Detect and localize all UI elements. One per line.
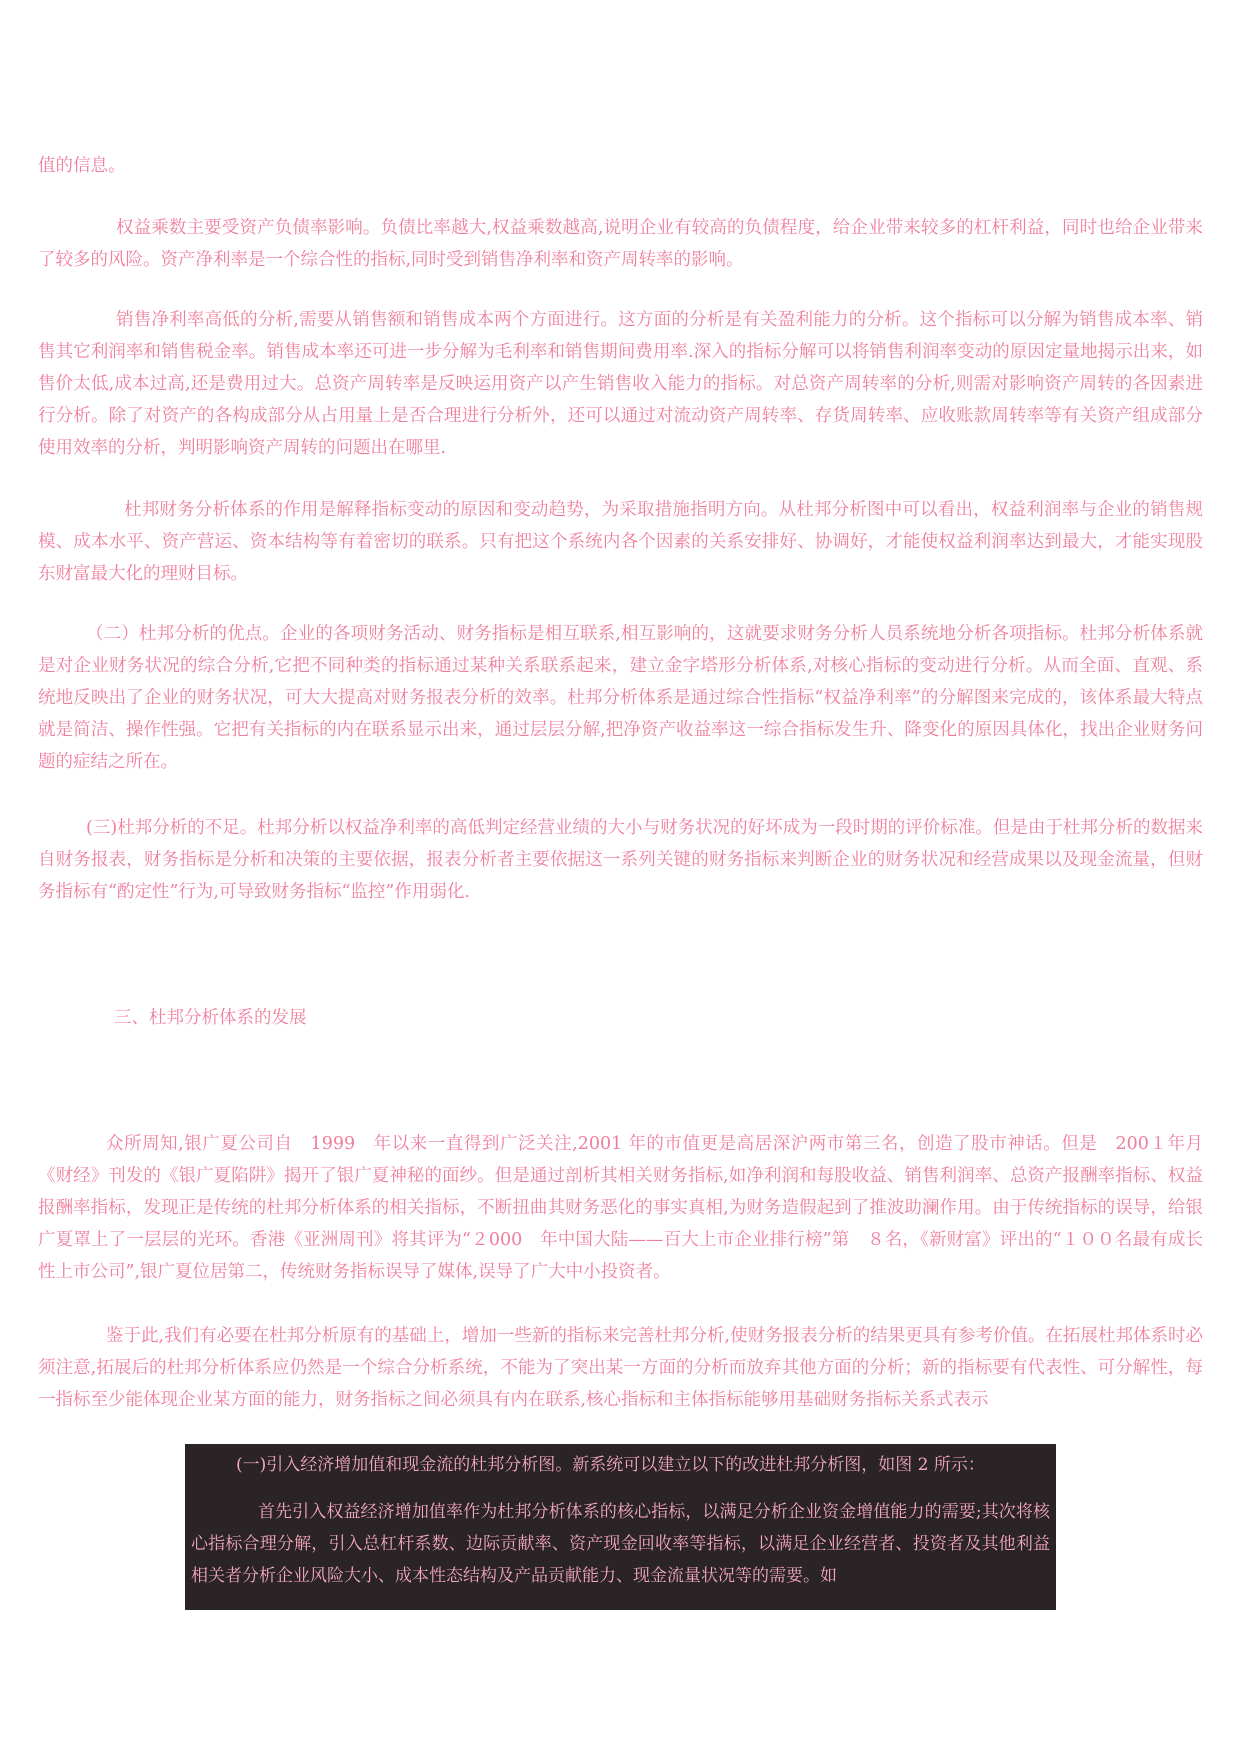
paragraph-yinguangxia-case: 众所周知,银广夏公司自 1999 年以来一直得到广泛关注,2001 年的市值更是高居深沪两市第三名，创造了股市神话。但是 200１年月《财经》刊发的《银广夏陷阱》揭开了银广夏神秘的面纱。但是通过剖析其相关财务指标,如净利润和每股收益、销售利润率、总资产报酬率指标、权益报酬率指标，发现正是传统的杜邦分析体系的相关指标，不断扭曲其财务恶化的事实真相,为财务造假起到了推波助澜作用。由于传统指标的误导，给银广夏罩上了一层层的光环。香港《亚洲周刊》将其评为“２000 年中国大陆——百大上市企业排行榜”第 ８名，《新财富》评出的“１００名最有成长性上市公司”,银广夏位居第二，传统财务指标误导了媒体,误导了广大中小投资者。 xyxy=(38,1134,1203,1282)
paragraph-net-profit-margin: 销售净利率高低的分析,需要从销售额和销售成本两个方面进行。这方面的分析是有关盈利能力的分析。这个指标可以分解为销售成本率、销售其它利润率和销售税金率。销售成本率还可进一步分解为毛利率和销售期间费用率.深入的指标分解可以将销售利润率变动的原因定量地揭示出来，如售价太低,成本过高,还是费用过大。总资产周转率是反映运用资产以产生销售收入能力的指标。对总资产周转率的分析,则需对影响资产周转的各因素进行分析。除了对资产的各构成部分从占用量上是否合理进行分析外，还可以通过对流动资产周转率、存货周转率、应收账款周转率等有关资产组成部分使用效率的分析，判明影响资产周转的问题出在哪里. xyxy=(38,310,1203,458)
box-paragraph-core-indicator: 首先引入权益经济增加值率作为杜邦分析体系的核心指标，以满足分析企业资金增值能力的需要;其次将核心指标合理分解，引入总杠杆系数、边际贡献率、资产现金回收率等指标，以满足企业经营者、投资者及其他利益相关者分析企业风险大小、成本性态结构及产品贡献能力、现金流量状况等的需要。如 xyxy=(191,1502,1050,1586)
paragraph-dupont-advantages: （二）杜邦分析的优点。企业的各项财务活动、财务指标是相互联系,相互影响的，这就要求财务分析人员系统地分析各项指标。杜邦分析体系就是对企业财务状况的综合分析,它把不同种类的指标通过某种关系联系起来，建立金字塔形分析体系,对核心指标的变动进行分析。从而全面、直观、系统地反映出了企业的财务状况，可大大提高对财务报表分析的效率。杜邦分析体系是通过综合性指标“权益净利率”的分解图来完成的，该体系最大特点就是简洁、操作性强。它把有关指标的内在联系显示出来，通过层层分解,把净资产收益率这一综合指标发生升、降变化的原因具体化，找出企业财务问题的症结之所在。 xyxy=(38,624,1203,772)
paragraph-extension: 鉴于此,我们有必要在杜邦分析原有的基础上，增加一些新的指标来完善杜邦分析,使财务报表分析的结果更具有参考价值。在拓展杜邦体系时必须注意,拓展后的杜邦分析体系应仍然是一个综合分析系统，不能为了突出某一方面的分析而放弃其他方面的分析；新的指标要有代表性、可分解性，每一指标至少能体现企业某方面的能力，财务指标之间必须具有内在联系,核心指标和主体指标能够用基础财务指标关系式表示 xyxy=(38,1326,1203,1410)
paragraph-continuation: 值的信息。 xyxy=(38,156,126,176)
paragraph-dupont-role: 杜邦财务分析体系的作用是解释指标变动的原因和变动趋势，为采取措施指明方向。从杜邦分析图中可以看出，权益利润率与企业的销售规模、成本水平、资产营运、资本结构等有着密切的联系。只有把这个系统内各个因素的关系安排好、协调好，才能使权益利润率达到最大，才能实现股东财富最大化的理财目标。 xyxy=(38,500,1203,584)
paragraph-equity-multiplier: 权益乘数主要受资产负债率影响。负债比率越大,权益乘数越高,说明企业有较高的负债程度，给企业带来较多的杠杆利益，同时也给企业带来了较多的风险。资产净利率是一个综合性的指标,同时受到销售净利率和资产周转率的影响。 xyxy=(38,218,1203,270)
section-heading-3: 三、杜邦分析体系的发展 xyxy=(114,1008,307,1028)
highlighted-text-block xyxy=(185,1444,1056,1610)
box-paragraph-eva-cashflow: (一)引入经济增加值和现金流的杜邦分析图。新系统可以建立以下的改进杜邦分析图，如图 2 所示： xyxy=(236,1455,985,1475)
paragraph-dupont-shortcomings: (三)杜邦分析的不足。杜邦分析以权益净利率的高低判定经营业绩的大小与财务状况的好坏成为一段时期的评价标准。但是由于杜邦分析的数据来自财务报表，财务指标是分析和决策的主要依据，报表分析者主要依据这一系列关键的财务指标来判断企业的财务状况和经营成果以及现金流量，但财务指标有“酌定性”行为,可导致财务指标“监控”作用弱化. xyxy=(38,818,1203,902)
